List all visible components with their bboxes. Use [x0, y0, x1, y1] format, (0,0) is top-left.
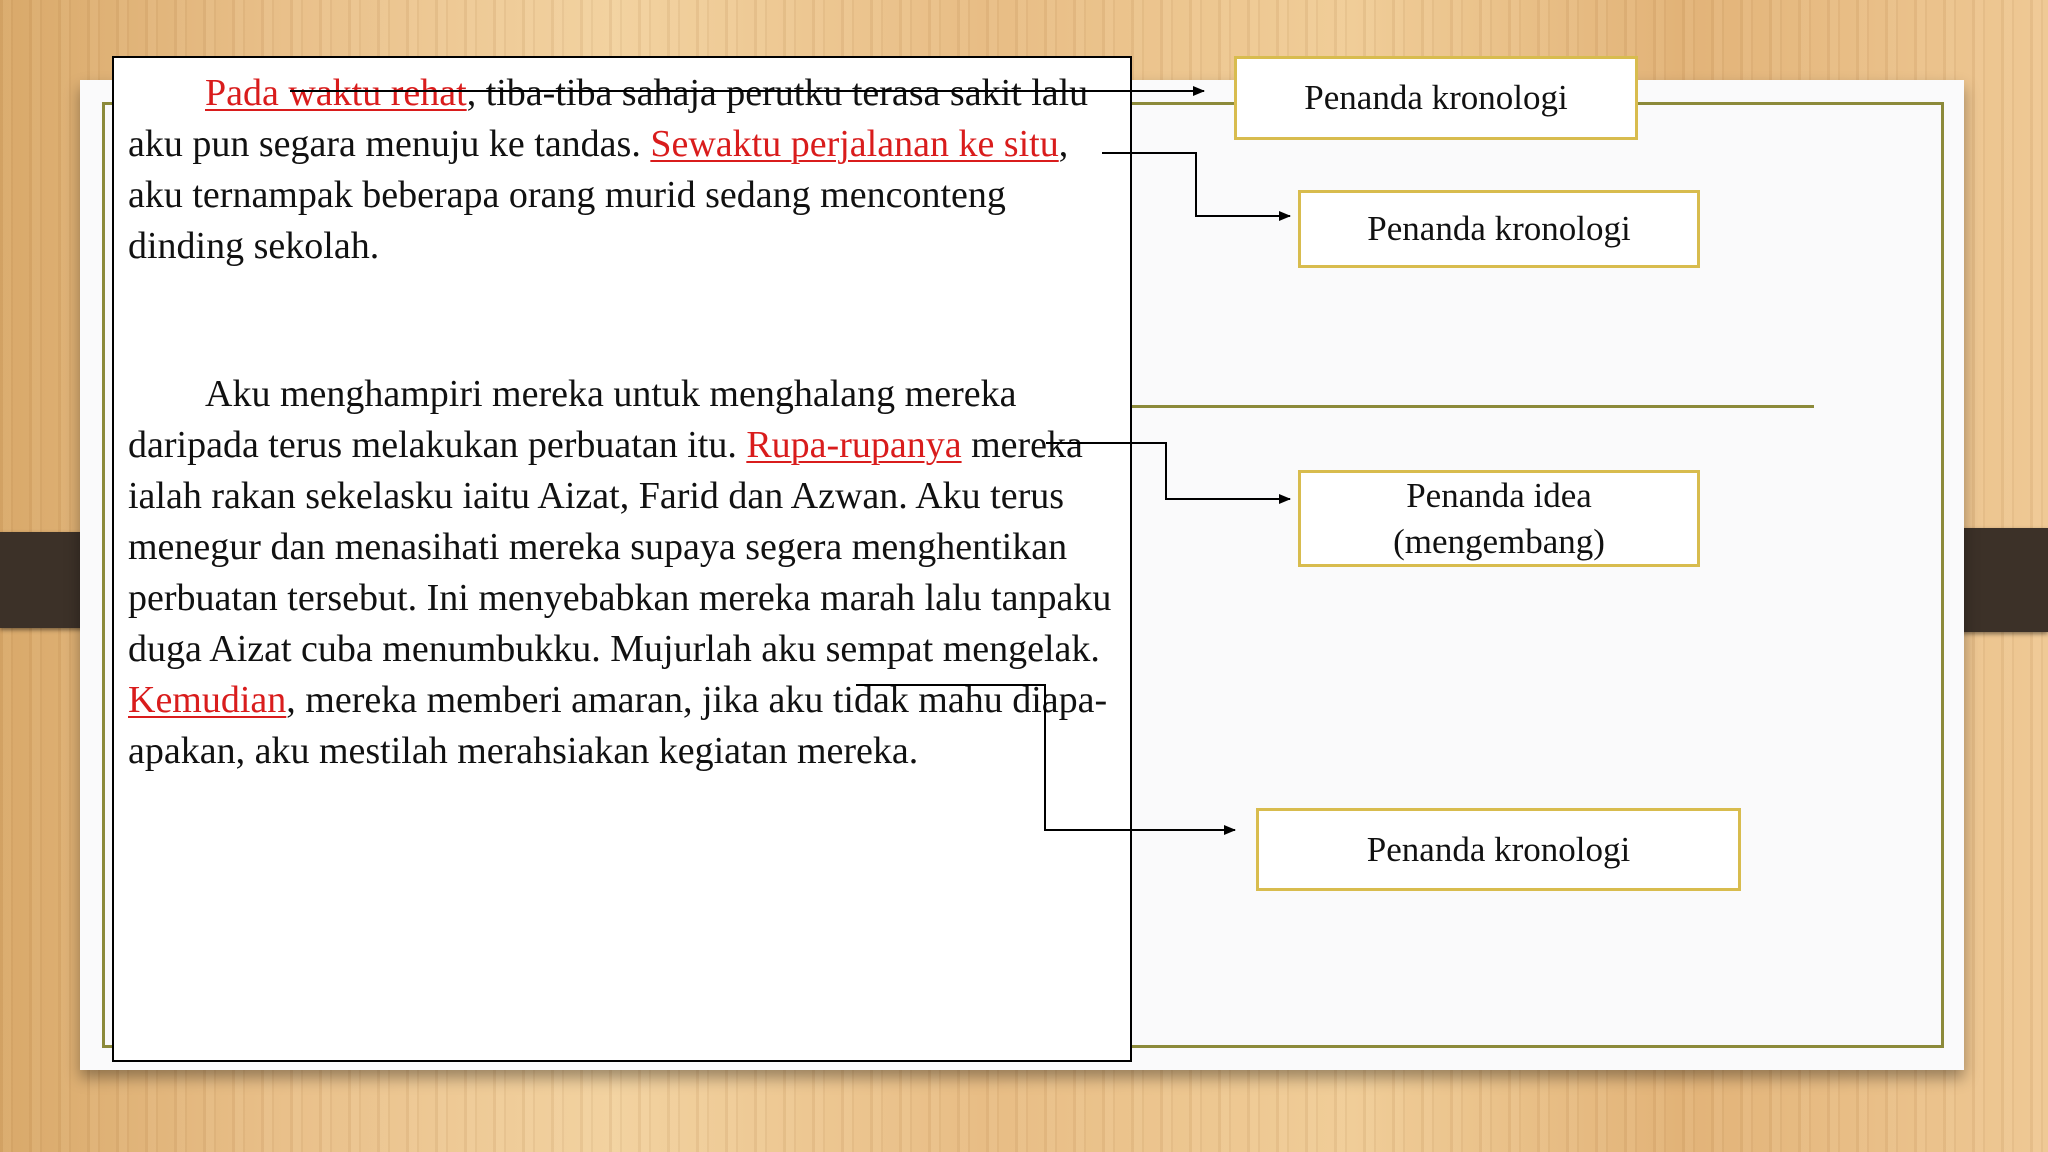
label-text: Penanda kronologi: [1367, 209, 1631, 248]
essay-paragraph-1: [128, 68, 1128, 272]
label-text: Penanda kronologi: [1304, 78, 1568, 117]
slide-divider-line: [1132, 405, 1814, 408]
label-text: Penanda kronologi: [1366, 829, 1631, 869]
label-penanda-kronologi-3: [1256, 808, 1741, 891]
label-line-1: Penanda idea: [1406, 475, 1592, 515]
label-text: [1393, 473, 1605, 565]
chronology-marker-kemudian: Kemudian: [128, 679, 287, 721]
essay-paragraph-2: [128, 369, 1128, 777]
label-penanda-idea: [1298, 470, 1700, 567]
paragraph-text: mereka ialah rakan sekelasku iaitu Aizat, Farid dan Azwan. Aku terus menegur dan menasihati mereka supaya segera menghentikan perbuatan tersebut. Ini menyebabkan mereka marah lalu tanpaku duga Aizat cuba menumbukku. Mujurlah aku sempat mengelak.: [128, 424, 1112, 670]
label-penanda-kronologi-2: [1298, 190, 1700, 268]
chronology-marker-sewaktu-perjalanan: Sewaktu perjalanan ke situ: [650, 123, 1059, 165]
paragraph-text: Aku menghampiri mereka untuk menghalang mereka daripada terus melakukan perbuatan itu.: [128, 373, 1017, 466]
paragraph-text: , mereka memberi amaran, jika aku tidak mahu diapa-apakan, aku mestilah merahsiakan kegiatan mereka.: [128, 679, 1108, 772]
label-line-2: (mengembang): [1393, 521, 1605, 561]
essay-text-box: [112, 56, 1132, 1062]
idea-marker-rupa-rupanya: Rupa-rupanya: [746, 424, 962, 466]
label-penanda-kronologi-1: [1234, 56, 1638, 140]
paragraph-text: , tiba-tiba sahaja perutku terasa sakit lalu aku pun segara menuju ke tandas.: [128, 72, 1089, 165]
paragraph-text: , aku ternampak beberapa orang murid sedang menconteng dinding sekolah.: [128, 123, 1069, 267]
chronology-marker-pada-waktu-rehat: Pada waktu rehat: [205, 72, 467, 114]
